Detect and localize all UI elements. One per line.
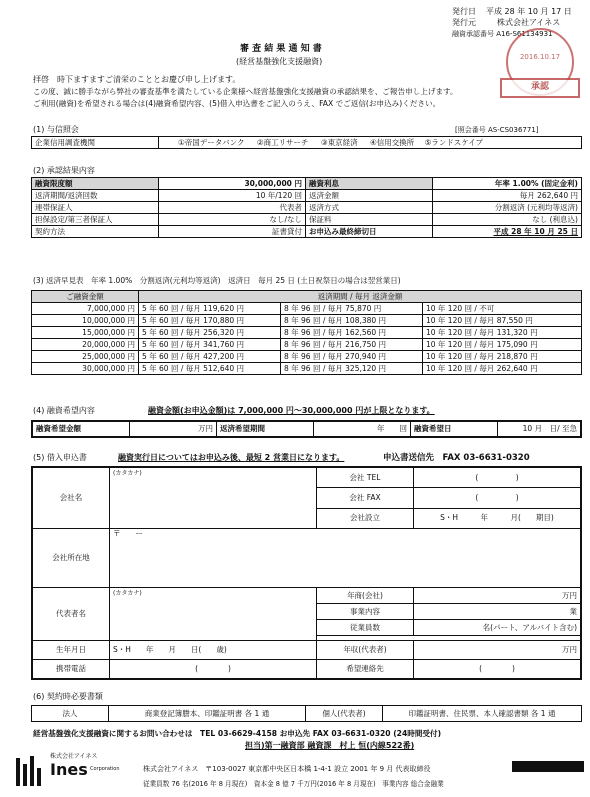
company-name-input[interactable]	[110, 467, 317, 529]
repay-r2c1: 5 年 60 回 / 毎月 256,320 円	[139, 327, 281, 339]
indiv-label: 個人(代表者)	[306, 706, 383, 722]
logo-jp: 株式会社アイネス	[50, 753, 98, 760]
business-label: 事業内容	[317, 604, 414, 620]
sec4-note: 融資金額(お申込金額)は 7,000,000 円～30,000,000 円が上限となります。	[148, 406, 435, 415]
approval-cell-r2c0: 連帯保証人	[32, 202, 159, 214]
repay-r3c1: 5 年 60 回 / 毎月 341,760 円	[139, 339, 281, 351]
footer-contact: 担当)第一融資部 融資課 村上 恒(内線522番)	[245, 741, 415, 750]
issue-date: 平成 28 年 10 月 17 日	[486, 7, 572, 16]
approval-number: 融資承認番号 A16-S61134931	[452, 30, 553, 38]
sec5-note: 融資実行日についてはお申込み後、最短 2 営業日になります。	[118, 453, 345, 462]
sec5-fax: 申込書送信先 FAX 03-6631-0320	[383, 453, 530, 463]
sec5-heading: (5) 借入申込書	[33, 453, 87, 462]
approval-cell-r4c2: お申込み最終締切日	[306, 226, 433, 238]
approval-cell-r2c2: 返済方式	[306, 202, 433, 214]
approval-stamp: 承認	[500, 78, 580, 98]
corp-docs: 商業登記簿謄本、印鑑証明書 各 1 通	[109, 706, 306, 722]
approval-cell-r0c2: 融資利息	[306, 178, 433, 190]
repay-r5c1: 5 年 60 回 / 毎月 512,640 円	[139, 363, 281, 375]
contact-label: 希望連絡先	[317, 660, 414, 680]
employees-label: 従業員数	[317, 620, 414, 636]
rep-name-input[interactable]	[110, 588, 317, 641]
approval-cell-r4c3: 平成 28 年 10 月 25 日	[433, 226, 582, 238]
sec4-heading: (4) 融資希望内容	[33, 406, 95, 415]
approval-cell-r3c2: 保証料	[306, 214, 433, 226]
company-fax-input[interactable]: ( )	[414, 488, 582, 508]
approval-cell-r3c3: なし (利息込)	[433, 214, 582, 226]
intro-line-2: この度、誠に勝手ながら弊社の審査基準を満たしている企業様へ経営基盤強化支援融資の承認結果を、ご報告申し上げます。	[33, 87, 458, 96]
contact-input[interactable]: ( )	[414, 660, 582, 680]
sec2-heading: (2) 承認結果内容	[33, 166, 95, 175]
address-label: 会社所在地	[32, 529, 110, 588]
mobile-label: 携帯電話	[32, 660, 110, 680]
issuer-label: 発行元	[452, 18, 476, 27]
company-tel-input[interactable]: ( )	[414, 467, 582, 488]
application-form	[31, 466, 582, 680]
approval-cell-r1c3: 毎月 262,640 円	[433, 190, 582, 202]
mobile-input[interactable]: ( )	[110, 660, 317, 680]
repay-r1c2: 8 年 96 回 / 毎月 108,380 円	[281, 315, 423, 327]
approval-cell-r3c0: 担保設定/第三者保証人	[32, 214, 159, 226]
income-label: 年収(代表者)	[317, 641, 414, 660]
approval-cell-r4c1: 証書貸付	[159, 226, 306, 238]
agency-label: 企業信用調査機関	[32, 137, 159, 149]
repay-r4c2: 8 年 96 回 / 毎月 270,940 円	[281, 351, 423, 363]
agency-4: ④信用交換所	[369, 137, 415, 147]
footer-inquiry: 経営基盤強化支援融資に関するお問い合わせは TEL 03-6629-4158 お申込先 FAX 03-6631-0320 (24時間受付)	[33, 729, 442, 738]
sales-label: 年商(会社)	[317, 588, 414, 604]
corp-label: 法人	[32, 706, 109, 722]
agency-3: ③東京経済	[320, 137, 358, 147]
income-input[interactable]: 万円	[414, 641, 582, 660]
founded-label: 会社設立	[317, 508, 414, 528]
repayment-table	[31, 290, 582, 375]
repay-r0c3: 10 年 120 回 / 不可	[423, 303, 582, 315]
repay-r5c3: 10 年 120 回 / 毎月 262,640 円	[423, 363, 582, 375]
repay-r4c1: 5 年 60 回 / 毎月 427,200 円	[139, 351, 281, 363]
intro-line-1: 拝啓 時下ますますご清栄のこととお慶び申し上げます。	[33, 75, 241, 84]
req-period-input[interactable]: 年 回	[314, 421, 411, 437]
founded-input[interactable]: S・H 年 月( 期目)	[414, 508, 582, 528]
approval-cell-r0c0: 融資限度額	[32, 178, 159, 190]
repay-r2c0: 15,000,000 円	[32, 327, 139, 339]
repay-r2c2: 8 年 96 回 / 毎月 162,560 円	[281, 327, 423, 339]
redaction-bar	[512, 761, 584, 772]
req-amount-label: 融資希望金額	[32, 421, 130, 437]
approval-cell-r1c1: 10 年/120 回	[159, 190, 306, 202]
issuer: 株式会社アイネス	[497, 18, 561, 27]
approval-cell-r0c1: 30,000,000 円	[159, 178, 306, 190]
logo-mark-icon	[14, 754, 44, 790]
company-fax-label: 会社 FAX	[317, 488, 414, 508]
agency-5: ⑤ランドスケイプ	[424, 137, 484, 147]
sec1-heading: (1) 与信照会	[33, 125, 79, 134]
employees-input[interactable]: 名(パート、アルバイト含む)	[414, 620, 582, 636]
address-input[interactable]	[110, 529, 582, 588]
page-title: 審 査 結 果 通 知 書	[240, 44, 322, 54]
sales-input[interactable]: 万円	[414, 588, 582, 604]
company-tel-label: 会社 TEL	[317, 467, 414, 488]
approval-cell-r2c1: 代表者	[159, 202, 306, 214]
repay-col-period: 返済期間 / 毎月 返済金額	[139, 291, 582, 303]
sec6-heading: (6) 契約時必要書類	[33, 692, 103, 701]
repay-r1c0: 10,000,000 円	[32, 315, 139, 327]
req-amount-input[interactable]: 万円	[130, 421, 217, 437]
req-period-label: 返済希望期間	[217, 421, 314, 437]
approval-table	[31, 177, 582, 238]
logo-sub: Corporation	[90, 766, 120, 772]
intro-line-3: ご利用(融資)を希望される場合は(4)融資希望内容、(5)借入申込書をご記入のうえ、FAX でご返信(お申込み)ください。	[33, 99, 441, 108]
page-subtitle: (経営基盤強化支援融資)	[236, 57, 323, 66]
repay-r4c3: 10 年 120 回 / 毎月 218,870 円	[423, 351, 582, 363]
birth-label: 生年月日	[32, 641, 110, 660]
issue-date-label: 発行日	[452, 7, 476, 16]
req-date-label: 融資希望日	[411, 421, 498, 437]
agency-2: ②商工リサーチ	[256, 137, 309, 147]
approval-cell-r4c0: 契約方法	[32, 226, 159, 238]
company-name-kana: (カタカナ)	[113, 470, 142, 477]
credit-agency-table	[31, 136, 582, 149]
repay-r5c0: 30,000,000 円	[32, 363, 139, 375]
approval-cell-r1c0: 返済期間/返済回数	[32, 190, 159, 202]
postal-code: 〒 ー	[113, 529, 143, 538]
agency-list	[159, 137, 582, 149]
repay-r1c1: 5 年 60 回 / 毎月 170,880 円	[139, 315, 281, 327]
repay-r0c1: 5 年 60 回 / 毎月 119,620 円	[139, 303, 281, 315]
approval-cell-r1c2: 返済金額	[306, 190, 433, 202]
repay-r3c2: 8 年 96 回 / 毎月 216,750 円	[281, 339, 423, 351]
indiv-docs: 印鑑証明書、住民票、本人確認書類 各 1 通	[383, 706, 582, 722]
footer-company-2: 従業員数 76 名(2016 年 8 月現在) 資本金 8 億 7 千万円(2016 年 8 月現在) 事業内容 総合金融業	[143, 780, 444, 788]
approval-cell-r0c3: 年率 1.00% (固定金利)	[433, 178, 582, 190]
rep-name-kana: (カタカナ)	[113, 590, 142, 597]
required-docs-table	[31, 705, 582, 722]
repay-r5c2: 8 年 96 回 / 毎月 325,120 円	[281, 363, 423, 375]
rep-name-label: 代表者名	[32, 588, 110, 641]
stamp-date: 2016.10.17	[519, 53, 561, 61]
business-input[interactable]: 業	[414, 604, 582, 620]
agency-1: ①帝国データバンク	[178, 137, 245, 147]
repay-r0c0: 7,000,000 円	[32, 303, 139, 315]
req-date-input[interactable]: 10 月 日/ 至急	[498, 421, 582, 437]
sec3-heading: (3) 返済早見表 年率 1.00% 分割返済(元利均等返済) 返済日 毎月 25 日 (土日祝祭日の場合は翌営業日)	[33, 276, 401, 285]
logo-name: Ines	[50, 760, 88, 779]
company-name-label: 会社名	[32, 467, 110, 529]
birth-input[interactable]: S・H 年 月 日( 歳)	[110, 641, 317, 660]
footer-company: 株式会社アイネス 〒103-0027 東京都中央区日本橋 1-4-1 設立 2001 年 9 月 代表取締役	[143, 765, 431, 773]
approval-cell-r3c1: なし/なし	[159, 214, 306, 226]
repay-r1c3: 10 年 120 回 / 毎月 87,550 円	[423, 315, 582, 327]
loan-request-table	[31, 420, 582, 438]
repay-col-amount: ご融資金額	[32, 291, 139, 303]
repay-r3c0: 20,000,000 円	[32, 339, 139, 351]
repay-r3c3: 10 年 120 回 / 毎月 175,090 円	[423, 339, 582, 351]
repay-r0c2: 8 年 96 回 / 毎月 75,870 円	[281, 303, 423, 315]
repay-r4c0: 25,000,000 円	[32, 351, 139, 363]
sec1-ref: [照会番号 AS-CS036771]	[455, 126, 539, 134]
approval-cell-r2c3: 分割返済 (元利均等返済)	[433, 202, 582, 214]
company-logo	[10, 752, 130, 792]
repay-r2c3: 10 年 120 回 / 毎月 131,320 円	[423, 327, 582, 339]
